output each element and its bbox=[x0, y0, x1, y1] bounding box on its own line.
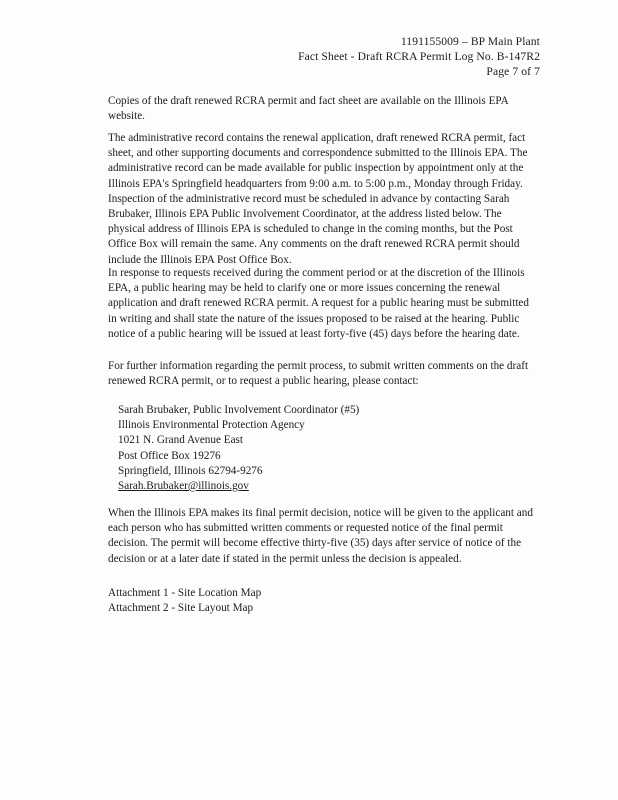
paragraph-copies: Copies of the draft renewed RCRA permit and fact sheet are available on the Illinois EPA website. bbox=[108, 95, 509, 123]
contact-block bbox=[118, 403, 359, 494]
attachment-item: Attachment 2 - Site Layout Map bbox=[108, 602, 254, 615]
attachment-list bbox=[108, 586, 261, 616]
contact-agency: Illinois Environmental Protection Agency bbox=[118, 419, 305, 432]
contact-street: 1021 N. Grand Avenue East bbox=[118, 434, 244, 447]
contact-name: Sarah Brubaker, Public Involvement Coordinator (#5) bbox=[118, 404, 360, 416]
contact-city: Springfield, Illinois 62794-9276 bbox=[118, 464, 263, 477]
header-permit-line: Fact Sheet - Draft RCRA Permit Log No. B-147R2 bbox=[298, 50, 540, 63]
page-header bbox=[298, 34, 540, 79]
attachment-item: Attachment 1 - Site Location Map bbox=[108, 587, 262, 599]
header-page-number: Page 7 of 7 bbox=[486, 65, 540, 78]
paragraph-public-hearing: In response to requests received during the comment period or at the discretion of the Illinois EPA, a public hearing may be held to clarify one or more issues concerning the renewal application and draft renewed RCRA permit. A request for a public hearing must be submitted in writing and shall state the nature of the issues proposed to be raised at the hearing. Public notice of a public hearing will be issued at least forty-five (45) days before the hearing date. bbox=[108, 267, 529, 340]
paragraph-further-information: For further information regarding the permit process, to submit written comments on the draft renewed RCRA permit, or to request a public hearing, please contact: bbox=[108, 360, 529, 388]
header-facility-line: 1191155009 – BP Main Plant bbox=[400, 35, 540, 48]
paragraph-final-decision: When the Illinois EPA makes its final permit decision, notice will be given to the applicant and each person who has submitted written comments or requested notice of the final permit decision. The permit will become effective thirty-five (35) days after service of notice of the decision or at a later date if stated in the permit unless the decision is appealed. bbox=[108, 507, 533, 565]
paragraph-administrative-record: The administrative record contains the renewal application, draft renewed RCRA permit, fact sheet, and other supporting documents and correspondence submitted to the Illinois EPA. The administrative record can be made available for public inspection by appointment only at the Illinois EPA's Springfield headquarters from 9:00 a.m. to 5:00 p.m., Monday through Friday. Inspection of the administrative record must be scheduled in advance by contacting Sarah Brubaker, Illinois EPA Public Involvement Coordinator, at the address listed below. The physical address of Illinois EPA is scheduled to change in the coming months, but the Post Office Box will remain the same. Any comments on the draft renewed RCRA permit should include the Illinois EPA Post Office Box. bbox=[108, 132, 528, 266]
contact-po-box: Post Office Box 19276 bbox=[118, 449, 221, 462]
contact-email-link[interactable]: Sarah.Brubaker@illinois.gov bbox=[118, 480, 249, 493]
